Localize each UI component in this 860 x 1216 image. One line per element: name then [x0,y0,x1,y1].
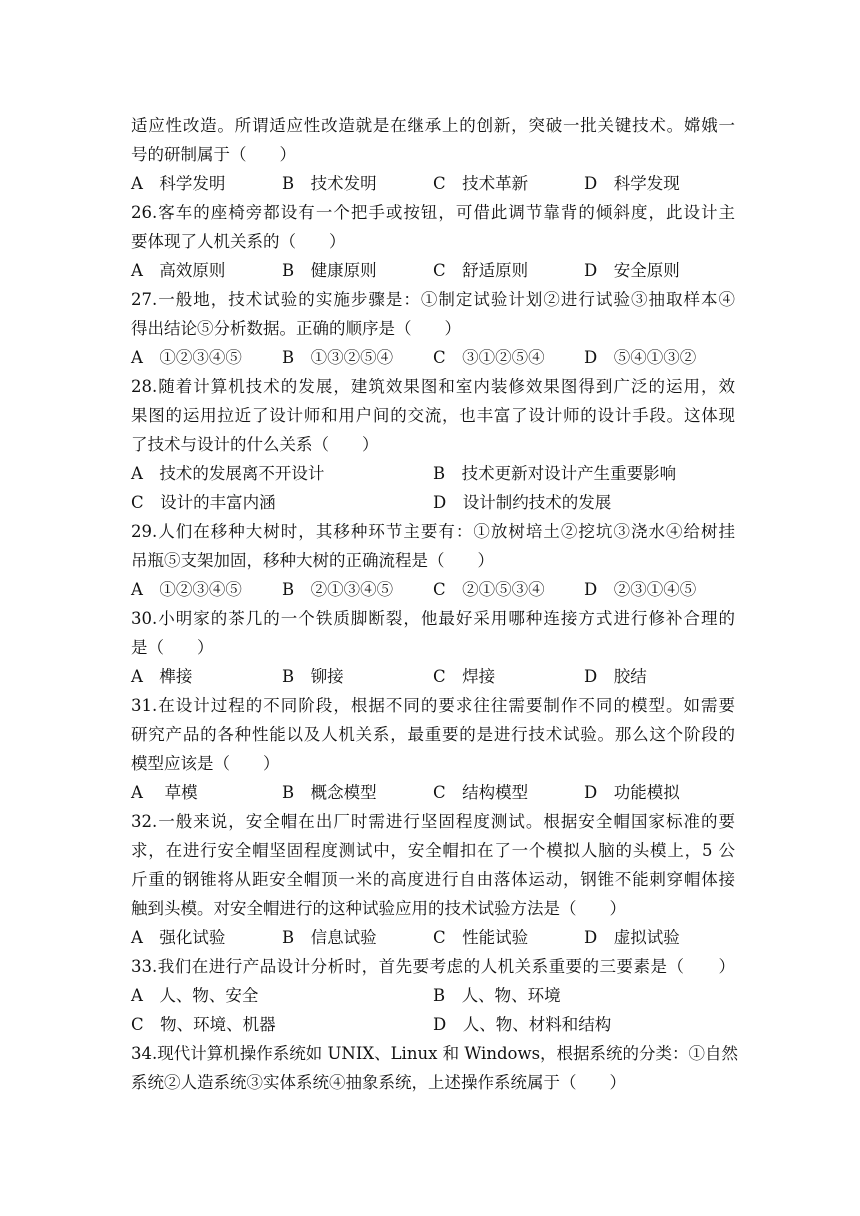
answer-option: D 功能模拟 [584,783,680,802]
text-line: 研究产品的各种性能以及人机关系，最重要的是进行技术试验。那么这个阶段的 [131,725,735,744]
text-line: 斤重的钢锥将从距安全帽顶一米的高度进行自由落体运动，钢锥不能刺穿帽体接 [131,870,735,889]
answer-option: C 物、环境、机器 [131,1015,276,1034]
answer-option: C ③①②⑤④ [433,348,545,367]
text-line: 系统②人造系统③实体系统④抽象系统，上述操作系统属于（ ） [131,1073,626,1092]
answer-option: D 安全原则 [584,261,680,280]
question-text-block [131,111,739,1097]
answer-options-row [131,459,735,488]
text-line: 29.人们在移种大树时，其移种环节主要有：①放树培土②挖坑③浇水④给树挂 [131,522,735,541]
text-line: 是（ ） [131,638,214,657]
text-line: 吊瓶⑤支架加固，移种大树的正确流程是（ ） [131,551,494,570]
answer-option: A 技术的发展离不开设计 [131,464,325,483]
answer-option: B 概念模型 [282,783,377,802]
answer-option: C 舒适原则 [433,261,529,280]
answer-option: A ①②③④⑤ [131,348,242,367]
text-line: 30.小明家的茶几的一个铁质脚断裂，他最好采用哪种连接方式进行修补合理的 [131,609,735,628]
answer-option: B 健康原则 [282,261,377,280]
answer-option: C ②①⑤③④ [433,580,545,599]
answer-option: D 人、物、材料和结构 [433,1015,612,1034]
answer-option: C 结构模型 [433,783,529,802]
answer-options-row [131,981,735,1010]
answer-option: A ①②③④⑤ [131,580,242,599]
text-line: 32.一般来说，安全帽在出厂时需进行坚固程度测试。根据安全帽国家标准的要 [131,812,735,831]
text-line: 号的研制属于（ ） [131,145,296,164]
answer-option: C 技术革新 [433,174,529,193]
text-line: 27.一般地，技术试验的实施步骤是：①制定试验计划②进行试验③抽取样本④ [131,290,735,309]
text-line: 得出结论⑤分析数据。正确的顺序是（ ） [131,319,461,338]
answer-option: A 强化试验 [131,928,226,947]
answer-options-row [131,575,735,604]
text-line: 28.随着计算机技术的发展，建筑效果图和室内装修效果图得到广泛的运用，效 [131,377,735,396]
answer-options-row [131,662,735,691]
answer-options-row [131,169,735,198]
answer-options-row [131,343,735,372]
answer-options-row [131,488,735,517]
answer-option: D ②③①④⑤ [584,580,697,599]
answer-option: B ②①③④⑤ [282,580,394,599]
answer-option: D ⑤④①③② [584,348,697,367]
text-line: 模型应该是（ ） [131,754,280,773]
answer-option: A 高效原则 [131,261,226,280]
text-line: 要体现了人机关系的（ ） [131,232,346,251]
answer-options-row [131,778,735,807]
text-line: 31.在设计过程的不同阶段，根据不同的要求往往需要制作不同的模型。如需要 [131,696,735,715]
answer-option: B 人、物、环境 [433,986,561,1005]
answer-option: D 科学发现 [584,174,680,193]
text-line: 触到头模。对安全帽进行的这种试验应用的技术试验方法是（ ） [131,899,626,918]
answer-option: B 技术更新对设计产生重要影响 [433,464,677,483]
answer-option: B 铆接 [282,667,344,686]
answer-option: A 科学发明 [131,174,226,193]
answer-option: D 胶结 [584,667,647,686]
answer-option: B ①③②⑤④ [282,348,394,367]
answer-options-row [131,1010,735,1039]
text-line: 适应性改造。所谓适应性改造就是在继承上的创新，突破一批关键技术。嫦娥一 [131,116,735,135]
answer-option: D 设计制约技术的发展 [433,493,612,512]
answer-options-row [131,923,735,952]
text-line: 果图的运用拉近了设计师和用户间的交流，也丰富了设计师的设计手段。这体现 [131,406,735,425]
answer-option: A 榫接 [131,667,193,686]
text-line: 26.客车的座椅旁都设有一个把手或按钮，可借此调节靠背的倾斜度，此设计主 [131,203,735,222]
text-line: 求，在进行安全帽坚固程度测试中，安全帽扣在了一个模拟人脑的头模上，5 公 [131,841,735,860]
answer-option: C 设计的丰富内涵 [131,493,276,512]
answer-option: A 人、物、安全 [131,986,259,1005]
answer-option: D 虚拟试验 [584,928,680,947]
answer-option: C 性能试验 [433,928,529,947]
answer-option: B 信息试验 [282,928,377,947]
answer-option: C 焊接 [433,667,496,686]
answer-option: A 草模 [131,783,198,802]
answer-option: B 技术发明 [282,174,377,193]
text-line: 了技术与设计的什么关系（ ） [131,435,379,454]
answer-options-row [131,256,735,285]
text-line: 34.现代计算机操作系统如 UNIX、Linux 和 Windows，根据系统的分类：①自然 [131,1044,739,1063]
text-line: 33.我们在进行产品设计分析时，首先要考虑的人机关系重要的三要素是（ ） [131,957,735,976]
